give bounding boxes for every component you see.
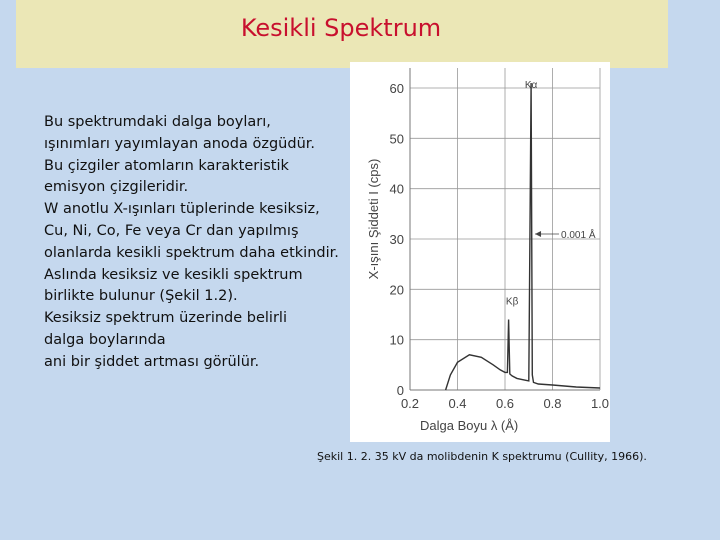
y-tick-label: 30 <box>389 232 404 247</box>
y-tick-label: 10 <box>389 332 404 348</box>
body-line: emisyon çizgileridir. <box>44 179 189 196</box>
arrow-head <box>535 231 541 237</box>
y-tick-label: 60 <box>389 81 404 96</box>
body-line: Cu, Ni, Co, Fe veya Cr dan yapılmış <box>44 222 299 239</box>
y-tick-label: 50 <box>389 131 404 147</box>
figure-caption: Şekil 1. 2. 35 kV da molibdenin K spektrumu (Cullity, 1966). <box>317 450 647 463</box>
body-line: Kesiksiz spektrum üzerinde belirli <box>44 310 287 327</box>
body-line: Bu çizgiler atomların karakteristik <box>44 157 289 174</box>
width-annotation: 0.001 Å <box>561 229 596 241</box>
body-line: ani bir şiddet artması görülür. <box>44 353 260 370</box>
y-axis-label: X-ışını Şiddeti I (cps) <box>366 158 381 280</box>
y-tick-label: 0 <box>396 383 404 398</box>
body-line: Bu spektrumdaki dalga boyları, <box>44 114 271 130</box>
x-axis-label: Dalga Boyu λ (Å) <box>420 418 519 433</box>
x-tick-labels <box>401 396 609 411</box>
body-line: ışınımları yayımlayan anoda özgüdür. <box>44 135 316 152</box>
chart-annotations <box>506 80 596 308</box>
k-beta-label: Kβ <box>505 296 519 308</box>
y-tick-labels <box>390 81 404 398</box>
spectrum-figure <box>350 62 610 442</box>
x-tick-label: 0.2 <box>400 396 420 411</box>
x-tick-label: 1.0 <box>590 396 610 411</box>
body-line: Aslında kesiksiz ve kesikli spektrum <box>44 266 303 283</box>
y-tick-label: 40 <box>389 181 404 197</box>
body-line: dalga boylarında <box>44 331 166 348</box>
k-alpha-label: Kα <box>524 79 538 91</box>
x-tick-label: 0.8 <box>543 396 562 411</box>
slide-title: Kesikli Spektrum <box>240 14 442 42</box>
body-line: birlikte bulunur (Şekil 1.2). <box>44 288 238 305</box>
body-line: W anotlu X-ışınları tüplerinde kesiksiz, <box>44 201 320 218</box>
body-line: olanlarda kesikli spektrum daha etkindir. <box>44 244 339 261</box>
spectrum-chart <box>350 62 610 442</box>
body-text <box>44 112 364 374</box>
x-tick-label: 0.4 <box>448 396 467 411</box>
x-tick-label: 0.6 <box>495 396 515 411</box>
y-tick-label: 20 <box>389 282 404 298</box>
